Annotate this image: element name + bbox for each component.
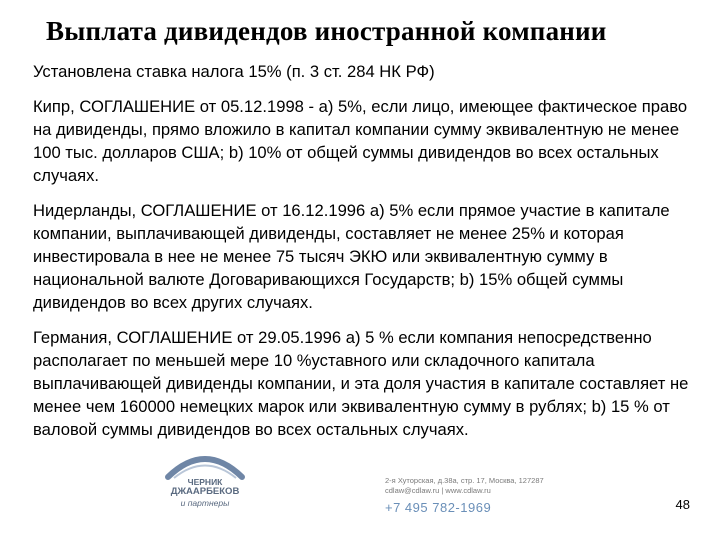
logo-arc-icon	[160, 447, 250, 481]
slide-title: Выплата дивидендов иностранной компании	[46, 16, 607, 46]
paragraph-germany: Германия, СОГЛАШЕНИЕ от 29.05.1996 а) 5 % если компания непосредственно располагает по меньшей мере 10 %уставного или складочного капитала выплачивающей дивиденды компании, и эта доля участия в капитале составляет не менее чем 160000 немецких марок или эквивалентную сумму в рублях; b) 15 % от валовой суммы дивидендов во всех остальных случаях.	[33, 328, 689, 439]
paragraph-netherlands: Нидерланды, СОГЛАШЕНИЕ от 16.12.1996 а) 5% если прямое участие в капитале компании, выплачивающей дивиденды, составляет не менее 25% и которая инвестировала в нее не менее 75 тысяч ЭКЮ или эквивалентную сумму в национальной валюте Договаривающихся Государств; b) 15% общей суммы дивидендов во всех других случаях.	[33, 201, 670, 312]
paragraph-cyprus: Кипр, СОГЛАШЕНИЕ от 05.12.1998 - а) 5%, если лицо, имеющее фактическое право на дивиденды, прямо вложило в капитал компании сумму эквивалентную не менее 100 тыс. долларов США; b) 10% от общей суммы дивидендов во всех остальных случаях.	[33, 97, 688, 185]
footer-links[interactable]: cdlaw@cdlaw.ru | www.cdlaw.ru	[385, 486, 491, 495]
company-logo	[160, 447, 250, 527]
footer-address: 2-я Хуторская, д.38а, стр. 17, Москва, 127287	[385, 476, 544, 485]
intro-text: Установлена ставка налога 15% (п. 3 ст. 284 НК РФ)	[33, 62, 435, 81]
page-number: 48	[675, 497, 690, 512]
slide-content	[33, 60, 703, 441]
footer-phone[interactable]: +7 495 782-1969	[385, 500, 492, 515]
footer-contacts	[385, 476, 615, 496]
logo-text-line2: ДЖААРБЕКОВ	[170, 486, 240, 497]
logo-text-line3: и партнеры	[180, 498, 230, 508]
logo-text-line1: ЧЕРНИК	[187, 477, 223, 487]
